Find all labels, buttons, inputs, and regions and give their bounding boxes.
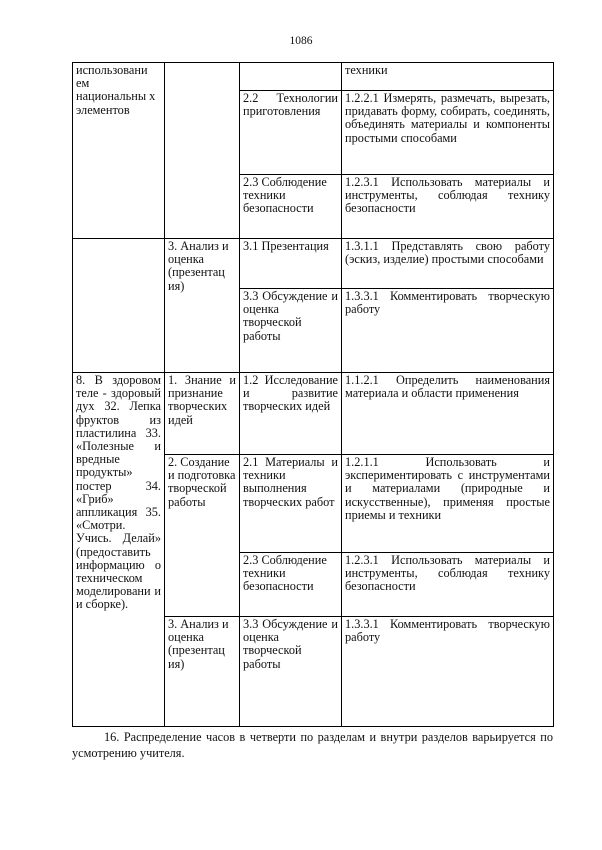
goal-cell: 1.2.3.1 Использовать материалы и инструменты, соблюдая технику безопасности: [342, 175, 554, 239]
table-row: [73, 373, 554, 455]
section-cell: [165, 63, 240, 239]
section-cell: 3. Анализ и оценка (презентац ия): [165, 617, 240, 727]
task-cell: 2.3 Соблюдение техники безопасности: [240, 553, 342, 617]
goal-cell: 1.2.1.1 Использовать и экспериментировать с инструментами и материалами (природные и искусственные), применяя простые приемы и техники: [342, 455, 554, 553]
goal-cell: 1.1.2.1 Определить наименования материала и области применения: [342, 373, 554, 455]
task-cell: [240, 63, 342, 91]
section-cell: 2. Создание и подготовка творческой работы: [165, 455, 240, 617]
task-cell: 1.2 Исследование и развитие творческих идей: [240, 373, 342, 455]
goal-cell: 1.3.3.1 Комментировать творческую работу: [342, 289, 554, 373]
topic-cell: 8. В здоровом теле - здоровый дух 32. Лепка фруктов из пластилина 33. «Полезные и вредные продукты» постер 34. «Гриб» аппликация 35. «Смотри. Учись. Делай» (предоставить информацию о техническом моделировани и и сборке).: [73, 373, 165, 727]
goal-cell: 1.3.1.1 Представлять свою работу (эскиз, изделие) простыми способами: [342, 239, 554, 289]
table-row: [73, 63, 554, 91]
task-cell: 2.3 Соблюдение техники безопасности: [240, 175, 342, 239]
task-cell: 2.2 Технологии приготовления: [240, 91, 342, 175]
topic-cell: [73, 239, 165, 373]
task-cell: 3.3 Обсуждение и оценка творческой работы: [240, 289, 342, 373]
goal-cell: техники: [342, 63, 554, 91]
goal-cell: 1.3.3.1 Комментировать творческую работу: [342, 617, 554, 727]
goal-cell: 1.2.2.1 Измерять, размечать, вырезать, придавать форму, собирать, соединять, объединять материалы и компоненты простыми способами: [342, 91, 554, 175]
task-cell: 3.1 Презентация: [240, 239, 342, 289]
page-number: 1086: [289, 35, 313, 47]
curriculum-table: [72, 62, 554, 727]
goal-cell: 1.2.3.1 Использовать материалы и инструменты, соблюдая технику безопасности: [342, 553, 554, 617]
section-cell: 3. Анализ и оценка (презентац ия): [165, 239, 240, 373]
topic-cell: использовани ем национальны х элементов: [73, 63, 165, 239]
task-cell: 3.3 Обсуждение и оценка творческой работы: [240, 617, 342, 727]
section-cell: 1. Знание и признание творческих идей: [165, 373, 240, 455]
task-cell: 2.1 Материалы и техники выполнения творческих работ: [240, 455, 342, 553]
footnote-paragraph: 16. Распределение часов в четверти по разделам и внутри разделов варьируется по усмотрению учителя.: [72, 730, 553, 760]
table-row: [73, 239, 554, 289]
